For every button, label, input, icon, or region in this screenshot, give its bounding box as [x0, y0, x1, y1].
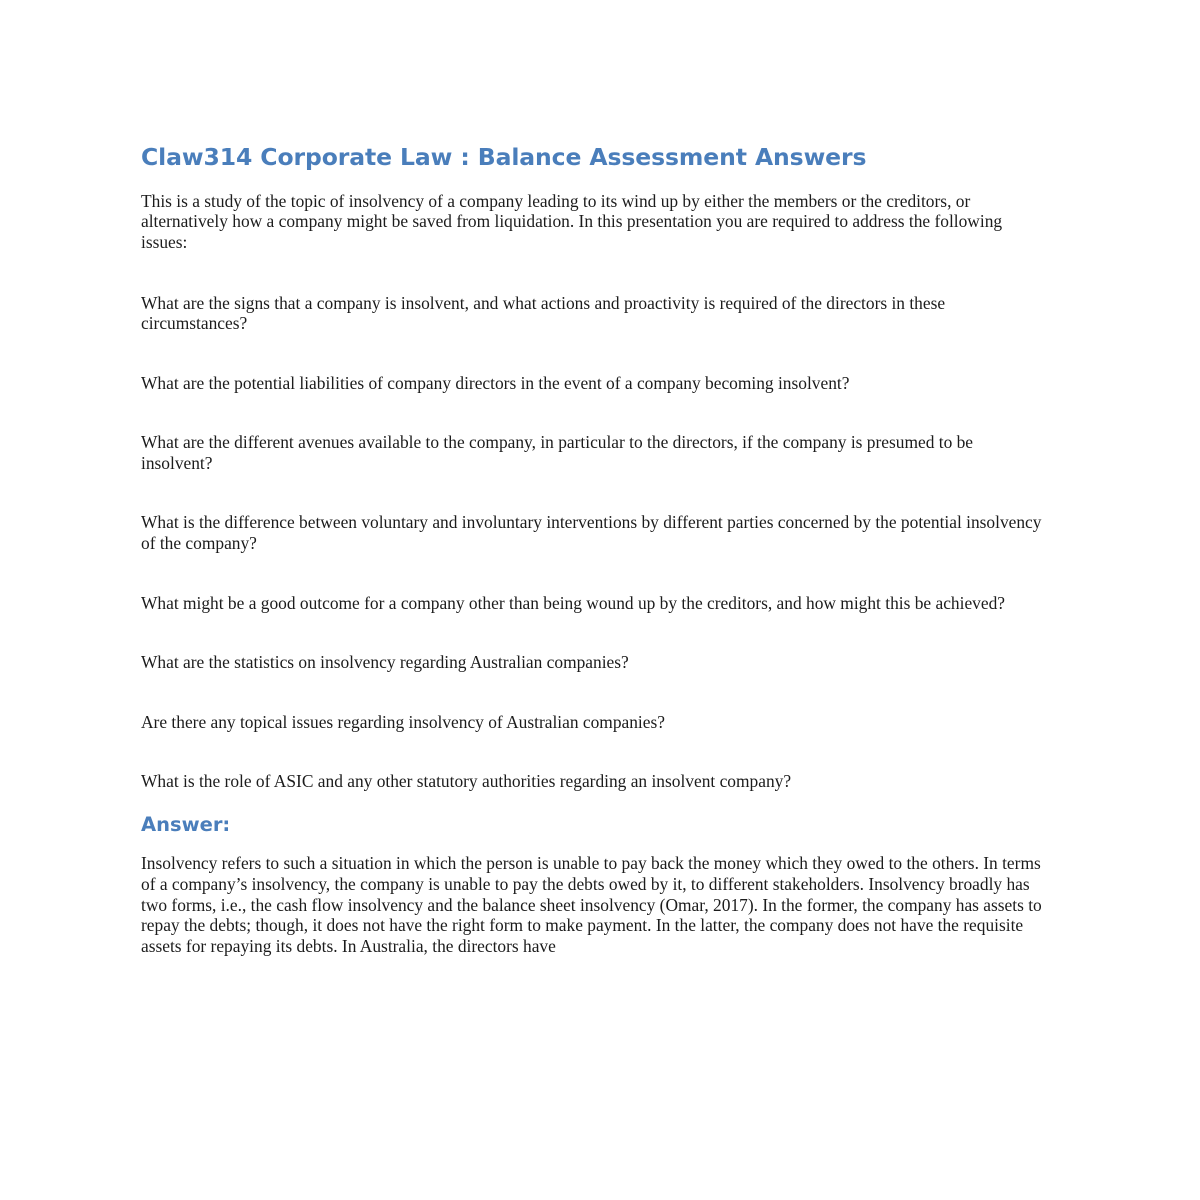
spacer — [141, 673, 1046, 712]
spacer — [141, 334, 1046, 373]
document-content — [141, 144, 1046, 956]
spacer — [141, 253, 1046, 293]
spacer — [141, 554, 1046, 593]
spacer — [141, 836, 1046, 853]
spacer — [141, 473, 1046, 512]
spacer — [141, 792, 1046, 813]
page-title: Claw314 Corporate Law : Balance Assessment Answers — [141, 143, 867, 171]
question-6: What are the statistics on insolvency regarding Australian companies? — [141, 652, 629, 673]
question-7: Are there any topical issues regarding insolvency of Australian companies? — [141, 711, 665, 732]
spacer — [141, 613, 1046, 652]
question-4: What is the difference between voluntary and involuntary interventions by different parties concerned by the potential insolvency of the company? — [141, 512, 1042, 554]
question-8: What is the role of ASIC and any other statutory authorities regarding an insolvent company? — [141, 771, 792, 792]
spacer — [141, 732, 1046, 771]
answer-heading: Answer: — [141, 813, 231, 837]
spacer — [141, 393, 1046, 432]
question-3: What are the different avenues available to the company, in particular to the directors, if the company is presumed to be insolvent? — [141, 432, 974, 473]
question-1: What are the signs that a company is insolvent, and what actions and proactivity is required of the directors in these circumstances? — [141, 292, 946, 334]
question-2: What are the potential liabilities of company directors in the event of a company becoming insolvent? — [141, 372, 850, 393]
question-5: What might be a good outcome for a company other than being wound up by the creditors, and how might this be achieved? — [141, 592, 1005, 613]
intro-paragraph: This is a study of the topic of insolvency of a company leading to its wind up by either the members or the creditors, or alternatively how a company might be saved from liquidation. In this presentation you are required to address the following issues: — [141, 190, 1003, 252]
answer-paragraph: Insolvency refers to such a situation in which the person is unable to pay back the money which they owed to the others. In terms of a company’s insolvency, the company is unable to pay the debts owed by it, to different stakeholders. Insolvency broadly has two forms, i.e., the cash flow insolvency and the balance sheet insolvency (Omar, 2017). In the former, the company has assets to repay the debts; though, it does not have the right form to make payment. In the latter, the company does not have the requisite assets for repaying its debts. In Australia, the directors have — [141, 853, 1042, 956]
